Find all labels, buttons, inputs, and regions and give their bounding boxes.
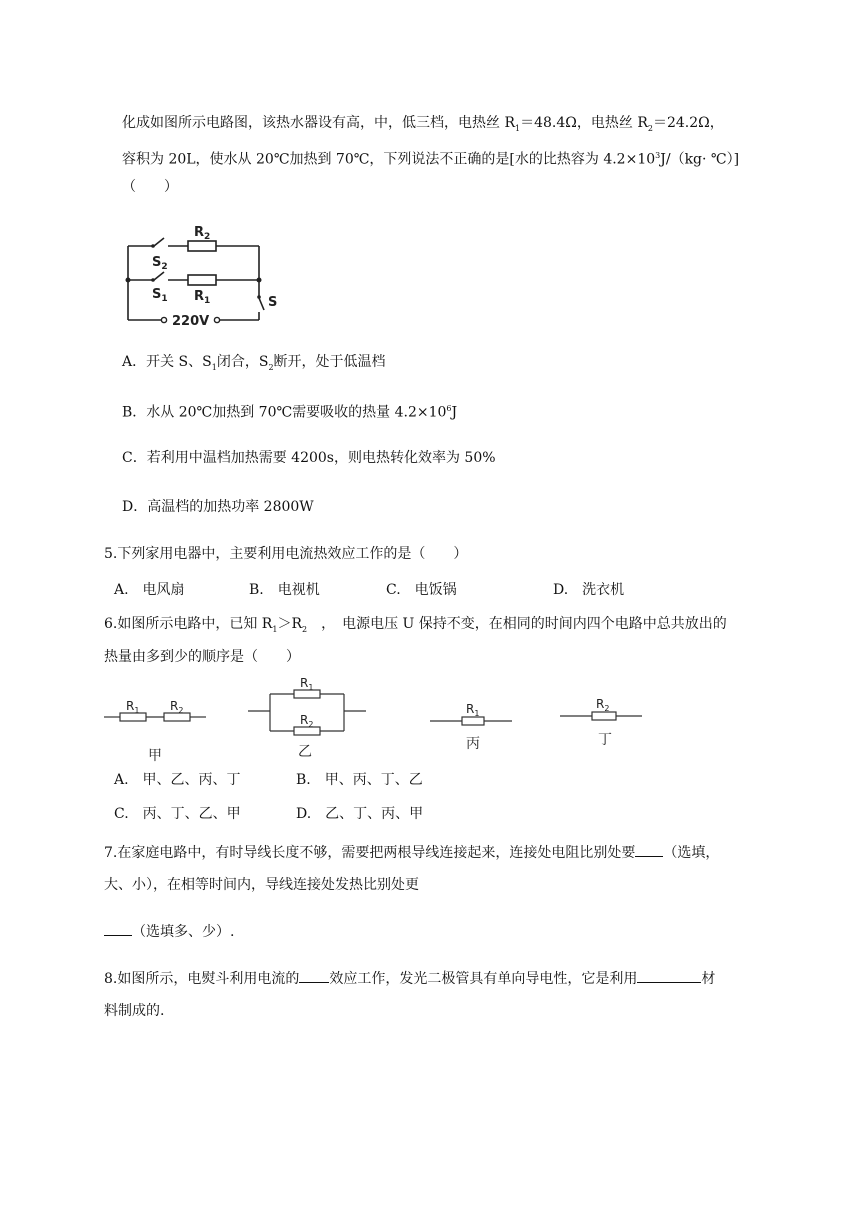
q6-option-a: A. 甲、乙、丙、丁 bbox=[114, 772, 241, 788]
q7-blank-1[interactable] bbox=[635, 842, 663, 857]
q4-answer-brackets: （ ） bbox=[122, 179, 178, 195]
q4-circuit-diagram bbox=[116, 220, 296, 330]
q8-blank-1[interactable] bbox=[299, 968, 329, 983]
q5-option-c: C. 电饭锅 bbox=[386, 582, 457, 598]
q6-figure-ding bbox=[558, 688, 658, 758]
q4-option-a: A．开关 S、$S_1$闭合，$S_2$断开，处于低温档 bbox=[122, 354, 386, 372]
q6-jia-r1-label: $R_1$ bbox=[126, 699, 140, 715]
q4-r1-label: $R_1$ bbox=[194, 289, 211, 306]
q7-blank-2[interactable] bbox=[104, 921, 132, 936]
q6-option-d: D. 乙、丁、丙、甲 bbox=[296, 806, 424, 822]
q7-stem-line1: 7.在家庭电路中，有时导线长度不够，需要把两根导线连接起来，连接处电阻比别处要 （选填， bbox=[104, 842, 719, 863]
q4-source-label: 220V bbox=[172, 314, 210, 329]
q6-ding-caption: 丁 bbox=[598, 732, 612, 748]
q6-yi-caption: 乙 bbox=[298, 744, 312, 760]
q6-figure-jia bbox=[100, 692, 220, 767]
q6-option-b: B. 甲、丙、丁、乙 bbox=[296, 772, 423, 788]
q4-stem-line2: 容积为 20L，使水从 20℃加热到 70℃，下列说法不正确的是[水的比热容为 $4.2\times 10^3J/(kg\cdot$ ℃）] bbox=[122, 151, 740, 168]
q4-s-label: S bbox=[268, 295, 278, 310]
q6-jia-caption: 甲 bbox=[148, 748, 162, 764]
q6-stem-line2: 热量由多到少的顺序是（ ） bbox=[104, 649, 300, 665]
q4-r2-label: $R_2$ bbox=[194, 225, 211, 242]
q4-option-b: B．水从 20℃加热到 70℃需要吸收的热量 $4.2\times 10^6J$ bbox=[122, 404, 458, 421]
q7-stem-line2: 大、小），在相等时间内，导线连接处发热比别处更 bbox=[104, 877, 419, 893]
q6-bing-r1-label: $R_1$ bbox=[466, 702, 480, 718]
q5-option-b: B. 电视机 bbox=[249, 582, 320, 598]
q4-option-c: C．若利用中温档加热需要 4200s，则电热转化效率为 50% bbox=[122, 450, 496, 466]
q4-s2-label: $S_2$ bbox=[152, 255, 168, 272]
q6-yi-r2-label: $R_2$ bbox=[300, 713, 314, 729]
q6-yi-r1-label: $R_1$ bbox=[300, 676, 314, 692]
q4-stem-line1: 化成如图所示电路图，该热水器设有高，中，低三档，电热丝 $R_1=48.4\Omega$，电热丝 $R_2=24.2\Omega$， bbox=[122, 115, 724, 133]
q5-option-d: D. 洗衣机 bbox=[553, 582, 625, 598]
q6-stem-line1: 6.如图所示电路中，已知 $R_1>R_2$ ， 电源电压 U 保持不变，在相同的时间内四个电路中总共放出的 bbox=[104, 616, 727, 634]
q6-figure-bing bbox=[428, 692, 528, 762]
q8-stem-line2: 料制成的. bbox=[104, 1003, 165, 1019]
q4-s1-label: $S_1$ bbox=[152, 287, 168, 304]
q7-stem-line3: （选填多、少）. bbox=[104, 921, 234, 942]
q6-bing-caption: 丙 bbox=[466, 736, 480, 752]
q6-jia-r2-label: $R_2$ bbox=[170, 699, 184, 715]
q5-stem: 5.下列家用电器中，主要利用电流热效应工作的是（ ） bbox=[104, 546, 468, 562]
q8-stem-line1: 8.如图所示，电熨斗利用电流的 效应工作，发光二极管具有单向导电性，它是利用 材 bbox=[104, 968, 715, 989]
q8-blank-2[interactable] bbox=[637, 968, 701, 983]
q6-ding-r2-label: $R_2$ bbox=[596, 697, 610, 713]
q6-option-c: C. 丙、丁、乙、甲 bbox=[114, 806, 241, 822]
q6-figure-yi bbox=[244, 676, 374, 766]
q4-option-d: D．高温档的加热功率 2800W bbox=[122, 499, 314, 515]
q5-option-a: A. 电风扇 bbox=[114, 582, 185, 598]
